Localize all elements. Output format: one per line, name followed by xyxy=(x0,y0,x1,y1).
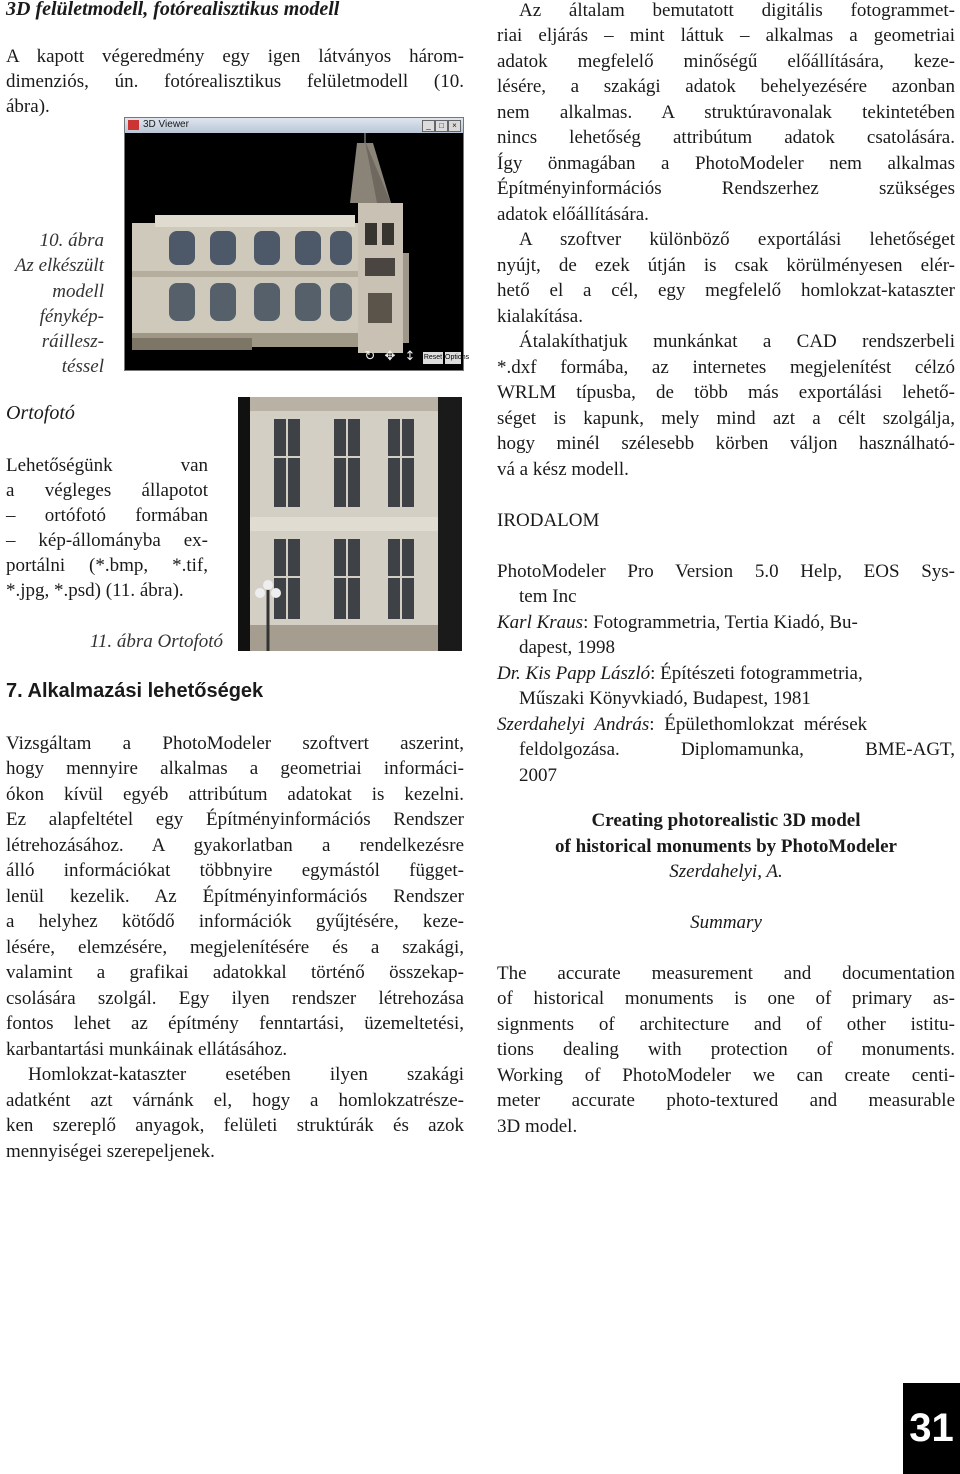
page-number: 31 xyxy=(903,1383,960,1474)
reference-author: Kis Papp László xyxy=(525,663,651,684)
summary-title: Summary xyxy=(690,912,762,933)
reference-rest: : Fotogrammetria, Tertia Kiadó, Bu- xyxy=(583,612,858,633)
body-line: nincs lehetőség attribútum adatok csatolására. xyxy=(497,127,955,148)
viewer-titlebar xyxy=(125,118,463,133)
intro-line: dimenziós, ún. fotórealisztikus felületmodell (10. xyxy=(6,71,464,92)
options-button[interactable]: Options xyxy=(445,352,461,364)
body-line: álló információkat többnyire egymástól függet- xyxy=(6,860,464,881)
body-line: Az általam bemutatott digitális fotogrammet- xyxy=(519,0,955,21)
body-line: Homlokzat-kataszter esetében ilyen szakági xyxy=(28,1064,464,1085)
section-title-3d: 3D felületmodell, fotórealisztikus modell xyxy=(6,0,340,20)
reset-button[interactable]: Reset xyxy=(423,352,443,364)
close-button[interactable]: × xyxy=(448,120,461,132)
fig10-caption-line: fénykép- xyxy=(39,306,104,327)
body-line: nyújt, de ezek útján is csak körülményesen elér- xyxy=(497,255,955,276)
ortofoto-line: – ortófotó formában xyxy=(6,505,208,526)
fig10-caption-line: modell xyxy=(52,281,104,302)
body-line: hogy minél szélesebb körben váljon használható- xyxy=(497,433,955,454)
reference-line: feldolgozása. Diplomamunka, BME-AGT, xyxy=(519,739,955,760)
body-line: lésére, a szakági adatok behelyezésére azonban xyxy=(497,76,955,97)
english-author: Szerdahelyi, A. xyxy=(669,861,783,882)
body-line: Építményinformációs Rendszerhez szükséges xyxy=(497,178,955,199)
summary-line: meter accurate photo-textured and measurable xyxy=(497,1090,955,1111)
minimize-button[interactable]: _ xyxy=(422,120,435,132)
reference-line: Műszaki Könyvkiadó, Budapest, 1981 xyxy=(519,688,811,709)
body-line: kialakítása. xyxy=(497,306,583,327)
ortofoto-line: *.jpg, *.psd) (11. ábra). xyxy=(6,580,184,601)
reference-rest: : Építészeti fotogrammetria, xyxy=(650,663,863,684)
viewer-title: 3D Viewer xyxy=(143,119,189,130)
ortofoto-line: – kép-állományba ex- xyxy=(6,530,208,551)
summary-line: The accurate measurement and documentation xyxy=(497,963,955,984)
body-line: ken szereplő anyagok, felületi struktúrák és azok xyxy=(6,1115,464,1136)
english-title-line1: Creating photorealistic 3D model xyxy=(591,810,861,831)
body-line: riai eljárás – mint láttuk – alkalmas a geometriai xyxy=(497,25,955,46)
summary-line: Working of PhotoModeler we can create centi- xyxy=(497,1065,955,1086)
references-title: IRODALOM xyxy=(497,510,600,531)
body-line: adatként azt várnánk el, hogy a homlokzatrésze- xyxy=(6,1090,464,1111)
reference-author-prefix: Dr. xyxy=(497,663,521,684)
summary-line: signments of architecture and of other istitu- xyxy=(497,1014,955,1035)
building-model-render xyxy=(125,133,463,370)
body-line: ókon kívül egyéb attribútum adatokat is kezelni. xyxy=(6,784,464,805)
body-line: WRLM típusba, de több más exportálási lehető- xyxy=(497,382,955,403)
reference-line: dapest, 1998 xyxy=(519,637,616,658)
reference-line xyxy=(497,610,955,636)
intro-line: ábra). xyxy=(6,96,50,117)
body-line: hogy mennyire alkalmas a geometriai informáci- xyxy=(6,758,464,779)
body-line: karbantartási munkáinak ellátásához. xyxy=(6,1039,288,1060)
fig10-caption-line: Az elkészült xyxy=(14,255,104,276)
ortofoto-line: a végleges állapotot xyxy=(6,480,208,501)
body-line: *.dxf formába, az internetes megjelenítést célzó xyxy=(497,357,955,378)
body-line: valamint a grafikai adatokkal történő összekap- xyxy=(6,962,464,983)
pan-icon[interactable]: ✥ xyxy=(384,349,396,364)
ortofoto-line: Lehetőségünk van xyxy=(6,455,208,476)
body-line: csolására szolgál. Egy ilyen rendszer létrehozása xyxy=(6,988,464,1009)
reference-line: PhotoModeler Pro Version 5.0 Help, EOS Sys- xyxy=(497,561,955,582)
rotate-icon[interactable]: ↻ xyxy=(364,349,376,364)
body-line: adatok megfelelő minőségű előállítására, keze- xyxy=(497,51,955,72)
app-icon xyxy=(128,120,139,130)
reference-line: 2007 xyxy=(519,765,557,786)
body-line: a helyhez kötődő információk gyűjtésére, keze- xyxy=(6,911,464,932)
body-line: létrehozásához. A gyakorlatban a rendelkezésre xyxy=(6,835,464,856)
body-line: Vizsgáltam a PhotoModeler szoftvert aszerint, xyxy=(6,733,464,754)
zoom-icon[interactable]: ↕ xyxy=(404,349,416,364)
reference-line xyxy=(497,712,867,738)
reference-author: Karl Kraus xyxy=(497,612,584,633)
3d-viewer-window xyxy=(124,117,470,371)
intro-line: A kapott végeredmény egy igen látványos három- xyxy=(6,46,464,67)
body-line: hető el a cél, egy megfelelő homlokzat-kataszter xyxy=(497,280,955,301)
body-line: mennyiségei szerepeljenek. xyxy=(6,1141,215,1162)
body-line: nem alkalmas. A struktúravonalak tekintetében xyxy=(497,102,955,123)
reference-rest: : Épülethomlokzat mérések xyxy=(649,714,868,735)
english-title-line2: of historical monuments by PhotoModeler xyxy=(555,836,897,857)
summary-line: tions dealing with protection of monuments. xyxy=(497,1039,955,1060)
body-line: séget is kapunk, mely mind azt a célt szolgálja, xyxy=(497,408,955,429)
body-line: Átalakíthatjuk munkánkat a CAD rendszerbeli xyxy=(519,331,955,352)
body-line: Ez alapfeltétel egy Építményinformációs Rendszer xyxy=(6,809,464,830)
body-line: A szoftver különböző exportálási lehetőséget xyxy=(519,229,955,250)
fig10-caption-line: 10. ábra xyxy=(39,230,104,251)
body-line: lenül kezelik. Az Építményinformációs Rendszer xyxy=(6,886,464,907)
summary-line: of historical monuments is one of primary as- xyxy=(497,988,955,1009)
body-line: fontos lehet az építmény fenntartási, üzemeltetési, xyxy=(6,1013,464,1034)
body-line: lésére, elemzésére, megjelenítésére és a szakági, xyxy=(6,937,464,958)
fig11-caption: 11. ábra Ortofotó xyxy=(89,631,223,652)
ortofoto-drawing xyxy=(238,397,462,651)
section7-title: 7. Alkalmazási lehetőségek xyxy=(6,680,264,702)
maximize-button[interactable]: □ xyxy=(435,120,448,132)
body-line: adatok előállítására. xyxy=(497,204,649,225)
fig10-caption-line: ráillesz- xyxy=(41,331,104,352)
reference-author: Szerdahelyi András xyxy=(497,714,650,735)
ortofoto-title: Ortofotó xyxy=(6,402,75,424)
body-line: Így önmagában a PhotoModeler nem alkalmas xyxy=(497,153,955,174)
fig10-caption-line: téssel xyxy=(61,356,104,377)
reference-line xyxy=(497,661,863,687)
summary-line: 3D model. xyxy=(497,1116,578,1137)
ortofoto-line: portálni (*.bmp, *.tif, xyxy=(6,555,208,576)
reference-line: tem Inc xyxy=(519,586,577,607)
ortofoto-image xyxy=(238,397,462,651)
body-line: vá a kész modell. xyxy=(497,459,629,480)
